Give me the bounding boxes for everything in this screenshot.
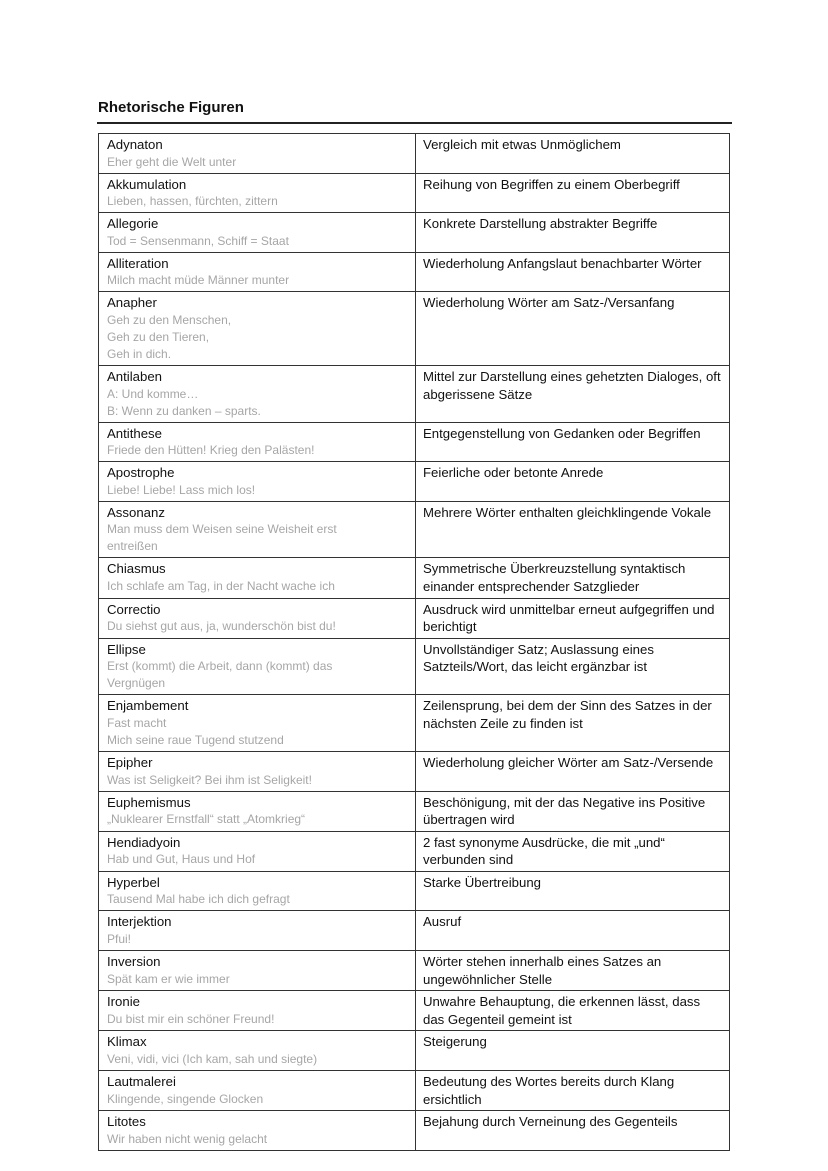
table-row bbox=[99, 831, 730, 871]
term-cell bbox=[99, 558, 416, 598]
term-example: Erst (kommt) die Arbeit, dann (kommt) das bbox=[107, 659, 333, 674]
title-underline bbox=[97, 122, 732, 124]
table-row bbox=[99, 422, 730, 462]
term-definition: Entgegenstellung von Gedanken oder Begriffen bbox=[423, 425, 701, 441]
term-definition: Vergleich mit etwas Unmöglichem bbox=[423, 137, 621, 152]
term-name: Akkumulation bbox=[107, 176, 187, 192]
term-definition: Wiederholung Wörter am Satz-/Versanfang bbox=[423, 295, 675, 311]
term-definition: Symmetrische Überkreuzstellung syntaktisch einander entsprechender Satzglieder bbox=[423, 561, 686, 594]
term-cell bbox=[99, 501, 416, 558]
term-definition: Beschönigung, mit der das Negative ins Positive übertragen wird bbox=[423, 794, 706, 828]
term-cell bbox=[99, 991, 416, 1031]
definition-cell bbox=[416, 501, 730, 558]
table-row bbox=[99, 951, 730, 991]
table-row bbox=[99, 911, 730, 951]
definition-cell bbox=[416, 951, 730, 991]
term-name: Adynaton bbox=[107, 137, 163, 152]
term-example: Wir haben nicht wenig gelacht bbox=[107, 1131, 268, 1146]
definition-cell bbox=[416, 991, 730, 1031]
term-example: Pfui! bbox=[107, 932, 132, 947]
page-title: Rhetorische Figuren bbox=[98, 99, 244, 116]
definition-cell bbox=[416, 638, 730, 695]
term-cell bbox=[99, 871, 416, 911]
term-name: Euphemismus bbox=[107, 794, 191, 810]
term-example: „Nuklearer Ernstfall“ statt „Atomkrieg“ bbox=[107, 812, 306, 827]
term-definition: Unwahre Behauptung, die erkennen lässt, dass das Gegenteil gemeint ist bbox=[423, 994, 701, 1027]
term-name: Litotes bbox=[107, 1114, 146, 1130]
term-example: Tod = Sensenmann, Schiff = Staat bbox=[107, 233, 289, 248]
term-name: Apostrophe bbox=[107, 465, 175, 481]
term-name: Antilaben bbox=[107, 368, 162, 384]
term-cell bbox=[99, 911, 416, 951]
term-name: Klimax bbox=[107, 1034, 147, 1050]
term-example: Geh zu den Tieren, bbox=[107, 329, 210, 344]
definition-cell bbox=[416, 751, 730, 791]
term-example: Ich schlafe am Tag, in der Nacht wache ich bbox=[107, 578, 335, 593]
definition-cell bbox=[416, 462, 730, 502]
term-cell bbox=[99, 134, 416, 174]
term-example: Geh in dich. bbox=[107, 346, 172, 361]
term-definition: Ausdruck wird unmittelbar erneut aufgegriffen und berichtigt bbox=[423, 601, 715, 635]
table-row bbox=[99, 871, 730, 911]
figures-table bbox=[98, 133, 730, 1151]
term-definition: Mittel zur Darstellung eines gehetzten Dialoges, oft abgerissene Sätze bbox=[423, 368, 721, 402]
term-name: Ironie bbox=[107, 994, 140, 1010]
term-example: Klingende, singende Glocken bbox=[107, 1091, 264, 1106]
term-example: Hab und Gut, Haus und Hof bbox=[107, 852, 256, 867]
term-example: Man muss dem Weisen seine Weisheit erst bbox=[107, 522, 337, 537]
term-example: Was ist Seligkeit? Bei ihm ist Seligkeit! bbox=[107, 772, 312, 787]
term-example: Mich seine raue Tugend stutzend bbox=[107, 732, 284, 747]
definition-cell bbox=[416, 1071, 730, 1111]
term-example: Friede den Hütten! Krieg den Palästen! bbox=[107, 443, 315, 458]
term-cell bbox=[99, 951, 416, 991]
table-row bbox=[99, 501, 730, 558]
term-definition: Feierliche oder betonte Anrede bbox=[423, 465, 604, 481]
term-cell bbox=[99, 751, 416, 791]
table-row bbox=[99, 695, 730, 752]
table-row bbox=[99, 638, 730, 695]
term-name: Interjektion bbox=[107, 914, 172, 930]
term-name: Assonanz bbox=[107, 504, 165, 520]
figures-table-body bbox=[99, 134, 730, 1151]
definition-cell bbox=[416, 213, 730, 253]
term-cell bbox=[99, 831, 416, 871]
term-example: Du bist mir ein schöner Freund! bbox=[107, 1011, 275, 1026]
definition-cell bbox=[416, 598, 730, 638]
term-definition: Bejahung durch Verneinung des Gegenteils bbox=[423, 1114, 678, 1130]
table-row bbox=[99, 252, 730, 292]
table-row bbox=[99, 558, 730, 598]
term-example: A: Und komme… bbox=[107, 386, 199, 401]
table-row bbox=[99, 462, 730, 502]
table-row bbox=[99, 791, 730, 831]
term-definition: Steigerung bbox=[423, 1034, 487, 1050]
definition-cell bbox=[416, 292, 730, 366]
term-example: Du siehst gut aus, ja, wunderschön bist du! bbox=[107, 619, 336, 634]
table-row bbox=[99, 213, 730, 253]
term-example: Liebe! Liebe! Lass mich los! bbox=[107, 482, 256, 497]
definition-cell bbox=[416, 871, 730, 911]
term-definition: Wiederholung gleicher Wörter am Satz-/Versende bbox=[423, 754, 714, 770]
term-name: Allegorie bbox=[107, 216, 159, 232]
term-name: Correctio bbox=[107, 601, 161, 617]
term-definition: Bedeutung des Wortes bereits durch Klang ersichtlich bbox=[423, 1074, 675, 1107]
term-cell bbox=[99, 598, 416, 638]
term-name: Epipher bbox=[107, 754, 153, 770]
definition-cell bbox=[416, 558, 730, 598]
term-cell bbox=[99, 292, 416, 366]
definition-cell bbox=[416, 695, 730, 752]
term-definition: Mehrere Wörter enthalten gleichklingende Vokale bbox=[423, 504, 712, 520]
term-cell bbox=[99, 213, 416, 253]
term-definition: Zeilensprung, bei dem der Sinn des Satzes in der nächsten Zeile zu finden ist bbox=[423, 698, 712, 731]
definition-cell bbox=[416, 911, 730, 951]
term-example: Tausend Mal habe ich dich gefragt bbox=[107, 892, 290, 907]
definition-cell bbox=[416, 252, 730, 292]
term-name: Enjambement bbox=[107, 698, 189, 714]
table-row bbox=[99, 991, 730, 1031]
term-cell bbox=[99, 1071, 416, 1111]
term-name: Anapher bbox=[107, 295, 157, 311]
term-name: Hendiadyoin bbox=[107, 834, 181, 850]
definition-cell bbox=[416, 831, 730, 871]
term-example: Spät kam er wie immer bbox=[107, 971, 230, 986]
table-row bbox=[99, 292, 730, 366]
term-cell bbox=[99, 695, 416, 752]
table-row bbox=[99, 173, 730, 213]
term-definition: Wiederholung Anfangslaut benachbarter Wörter bbox=[423, 255, 702, 271]
term-example: Veni, vidi, vici (Ich kam, sah und siegte) bbox=[107, 1052, 318, 1067]
term-cell bbox=[99, 365, 416, 422]
term-definition: Reihung von Begriffen zu einem Oberbegriff bbox=[423, 176, 680, 192]
table-row bbox=[99, 365, 730, 422]
term-definition: Wörter stehen innerhalb eines Satzes an ungewöhnlicher Stelle bbox=[423, 954, 662, 987]
term-cell bbox=[99, 422, 416, 462]
table-row bbox=[99, 751, 730, 791]
term-name: Inversion bbox=[107, 954, 161, 970]
term-definition: Ausruf bbox=[423, 914, 462, 930]
definition-cell bbox=[416, 422, 730, 462]
term-example: B: Wenn zu danken – sparts. bbox=[107, 403, 261, 418]
table-row bbox=[99, 1071, 730, 1111]
term-name: Antithese bbox=[107, 425, 162, 441]
term-definition: Starke Übertreibung bbox=[423, 874, 542, 890]
term-name: Lautmalerei bbox=[107, 1074, 176, 1090]
definition-cell bbox=[416, 1111, 730, 1151]
table-row bbox=[99, 1111, 730, 1151]
term-cell bbox=[99, 1031, 416, 1071]
term-example: Eher geht die Welt unter bbox=[107, 154, 237, 169]
definition-cell bbox=[416, 173, 730, 213]
term-example: Milch macht müde Männer munter bbox=[107, 273, 290, 288]
definition-cell bbox=[416, 791, 730, 831]
table-row bbox=[99, 134, 730, 174]
term-example: entreißen bbox=[107, 539, 158, 554]
table-row bbox=[99, 1031, 730, 1071]
term-definition: 2 fast synonyme Ausdrücke, die mit „und“ verbunden sind bbox=[423, 834, 665, 868]
term-name: Ellipse bbox=[107, 641, 146, 657]
term-cell bbox=[99, 252, 416, 292]
term-cell bbox=[99, 1111, 416, 1151]
term-example: Vergnügen bbox=[107, 676, 166, 691]
term-cell bbox=[99, 462, 416, 502]
definition-cell bbox=[416, 1031, 730, 1071]
term-name: Hyperbel bbox=[107, 874, 160, 890]
term-name: Alliteration bbox=[107, 255, 169, 271]
term-example: Fast macht bbox=[107, 715, 167, 730]
term-example: Lieben, hassen, fürchten, zittern bbox=[107, 194, 278, 209]
definition-cell bbox=[416, 365, 730, 422]
term-name: Chiasmus bbox=[107, 561, 166, 577]
term-cell bbox=[99, 638, 416, 695]
term-definition: Konkrete Darstellung abstrakter Begriffe bbox=[423, 216, 658, 232]
table-row bbox=[99, 598, 730, 638]
term-cell bbox=[99, 791, 416, 831]
term-cell bbox=[99, 173, 416, 213]
definition-cell bbox=[416, 134, 730, 174]
term-example: Geh zu den Menschen, bbox=[107, 312, 232, 327]
term-definition: Unvollständiger Satz; Auslassung eines Satzteils/Wort, das leicht ergänzbar ist bbox=[423, 641, 654, 675]
